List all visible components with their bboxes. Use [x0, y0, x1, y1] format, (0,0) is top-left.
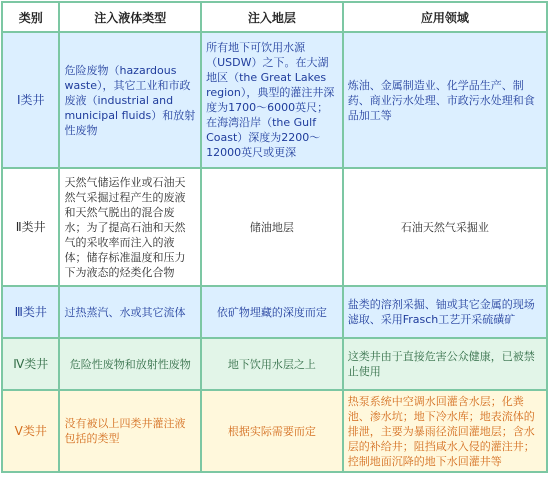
cell-stratum: 地下饮用水层之上 [201, 338, 343, 390]
cell-fluid-type: 天然气储运作业或石油天然气采掘过程产生的废液和天然气脱出的混合废水；为了提高石油和天然气的采收率而注入的液体；储存标准温度和压力下为液态的烃类化合物 [59, 168, 201, 286]
table-header-row [2, 2, 547, 32]
cell-category [2, 390, 59, 472]
cell-fluid-type: 没有被以上四类井灌注液包括的类型 [59, 390, 201, 472]
cell-category [2, 338, 59, 390]
cell-stratum: 依矿物埋藏的深度而定 [201, 286, 343, 338]
cell-application: 热泵系统中空调水回灌含水层；化粪池、渗水坑；地下冷水库；地表流体的排泄，主要为暴雨径流回灌地层；含水层的补给井；阻挡咸水入侵的灌注井；控制地面沉降的地下水回灌井等 [343, 390, 547, 472]
cell-application: 石油天然气采掘业 [343, 168, 547, 286]
category-label: Ⅳ类井 [13, 356, 49, 371]
cell-application: 炼油、金属制造业、化学品生产、制药、商业污水处理、市政污水处理和食品加工等 [343, 32, 547, 168]
cell-category [2, 32, 59, 168]
cell-application: 盐类的溶剂采掘、铀或其它金属的现场滤取、采用Frasch工艺开采硫磺矿 [343, 286, 547, 338]
table-row-class-4 [2, 338, 547, 390]
category-label: Ⅴ类井 [14, 423, 47, 438]
cell-category [2, 286, 59, 338]
table-row-class-5 [2, 390, 547, 472]
cell-stratum: 根据实际需要而定 [201, 390, 343, 472]
category-label: Ⅱ类井 [15, 219, 46, 234]
category-label: Ⅰ类井 [16, 92, 45, 107]
header-application: 应用领域 [343, 2, 547, 32]
cell-fluid-type: 危险废物（hazardous waste），其它工业和市政废液（industrial and municipal fluids）和放射性废物 [59, 32, 201, 168]
table-row-class-1 [2, 32, 547, 168]
cell-fluid-type: 过热蒸汽、水或其它流体 [59, 286, 201, 338]
category-label: Ⅲ类井 [14, 304, 47, 319]
cell-stratum: 储油地层 [201, 168, 343, 286]
cell-category [2, 168, 59, 286]
cell-stratum: 所有地下可饮用水源（USDW）之下。在大湖地区（the Great Lakes region），典型的灌注井深度为1700～6000英尺；在海湾沿岸（the Gulf Coast）深度为2200～12000英尺或更深 [201, 32, 343, 168]
header-stratum: 注入地层 [201, 2, 343, 32]
cell-fluid-type: 危险性废物和放射性废物 [59, 338, 201, 390]
table-row-class-2 [2, 168, 547, 286]
injection-well-classification-table [1, 1, 548, 473]
table-row-class-3 [2, 286, 547, 338]
header-fluid-type: 注入液体类型 [59, 2, 201, 32]
header-category: 类别 [2, 2, 59, 32]
cell-application: 这类井由于直接危害公众健康，已被禁止使用 [343, 338, 547, 390]
